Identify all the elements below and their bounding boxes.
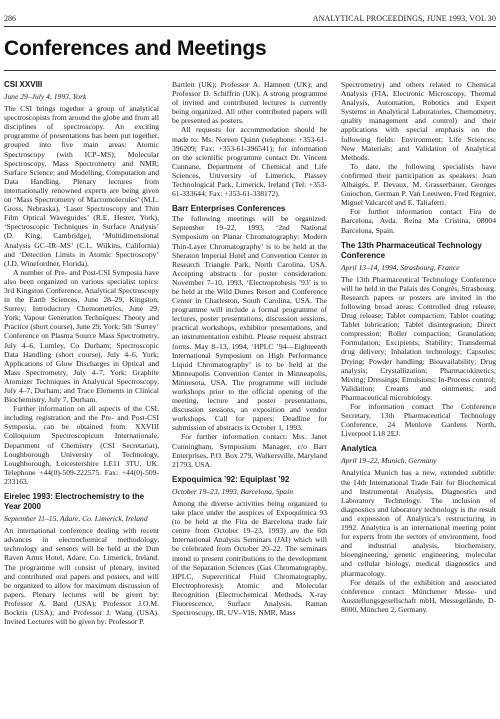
- paragraph: Bartlett (UK); Professor A. Hamnett (UK); and Professor D. Schiffrin (UK). A strong programme of invited and contributed lectures is currently being organized. All other contributed papers will be presented as posters.: [172, 80, 327, 126]
- section-date-expoquimica: October 19–23, 1993, Barcelona, Spain: [172, 486, 293, 496]
- running-header: [4, 14, 496, 26]
- article-columns: [4, 80, 496, 712]
- section-heading-eirelec: Eirelec 1993: Electrochemistry to the Year 2000: [4, 492, 145, 512]
- paragraph: A number of Pre- and Post-CSI Symposia have also been organized on various specialist topics: 3rd Kingston Conference, Analytical Spectroscopy in the Earth Sciences, June 28–29, Kingston, Surrey; Introductory Chemometrics, June 29, York; Vapour Generation Techniques: Theory and Practice (short course), June 29, York; 5th ‘Surrey’ Conference on Plasma Source Mass Spectrometry, July 4–6, Lumley, Co Durham; Spectroscopic Data Handling (short course), July 4–6, York; Applications of Glow Discharges in Optical and Mass Spectrometry, July 4–7, York; Graphite Atomizer Techniques in Analytical Spectroscopy, July 4–7, Durham; and Trace Elements in Clinical Biochemistry, July 7, Durham.: [4, 267, 159, 405]
- header-rule: [4, 26, 496, 27]
- section-heading-analytica: Analytica: [341, 444, 377, 454]
- paragraph: Spectrometry) and others related to Chemical Analysis (FIA, Electronic Microscopy, Thermal Analysis, Automation, Robotics and Expert Systems in Analytical Laboratories, Chemometry, quality management and control) and their applications with special emphasis on the following fields: Environment; Life Sciences; New Materials; and Validation of Analytical Methods.: [341, 80, 496, 162]
- section-date-eirelec: September 11–15, Adare, Co. Limerick, Ireland: [4, 514, 148, 524]
- page-title: Conferences and Meetings: [4, 37, 267, 60]
- paragraph: For further information contact: Mrs. Janet Cunningham, Symposium Manager, c/o Barr Enterprises, P.O. Box 279, Walkersville, Maryland 21793, USA.: [172, 432, 327, 469]
- page-number: 286: [4, 14, 16, 23]
- section-heading-pharmaceutical: The 13th Pharmaceutical Technology Conference: [341, 240, 482, 260]
- paragraph: All requests for accommodation should be made to: Ms. Noreen Quinn (telephone: +353-61-396209; Fax: +353-61-396541); for information on the scientific programme contact Dr. Vincent Cunnane, Department of Chemical and Life Sciences, University of Limerick, Plassey Technological Park, Limerick, Ireland (Tel: +353-61-333644; Fax: +353-61-338172).: [172, 125, 327, 199]
- paragraph: Further information on all aspects of the CSI, including registration and the Pre- and Post-CSI Symposia, can be obtained from: XXVIII Colloquium Spectroscopicum Internationale, Department of Chemistry (CSI Secretariat), Loughborough University of Technology, Loughborough, Leicestershire LE11 3TU, UK. Telephone +44(0)-509-222575. Fax: +44(0)-509-233163.: [4, 404, 159, 486]
- section-date-pharmaceutical: April 13–14, 1994, Strasbourg, France: [341, 262, 460, 272]
- section-heading-expoquimica: Expoquimica ’92: Equiplast ’92: [172, 474, 290, 484]
- column-1: [4, 80, 159, 626]
- paragraph: For details of the exhibition and associated conference contact Münchener Messe- und Ausstellungsgesellschaft mbH, Messegelände, D-8000, München 2, Germany.: [341, 577, 496, 614]
- section-heading-barr: Barr Enterprises Conferences: [172, 204, 286, 214]
- section-date-csi: June 29–July 4, 1993, York: [4, 92, 87, 101]
- paragraph: The following meetings will be organized. September 19–22, 1993, ‘2nd National Symposium on Planar Chromatography: Modern Thin-Layer Chromatography’ is to be held at the Sheraton Imperial Hotel and Convention Center in Research Triangle Park, North Carolina, USA. Accepting abstracts for poster consideration. November 7–10, 1993, ‘Electroprobesis ’93’ is to be held at the Wild Dunes Resort and Conference Center in Charleston, South Carolina, USA. The programme will include a formal programme of lectures, poster presentations, discussion sessions, practical workshops, exhibitor presentations, and an instrumentation exhibit. Please request abstract forms. May 8–13, 1994, ‘HPLC ’94—Eighteenth International Symposium on High Performance Liquid Chromatography’ is to be held at the Minneapolis Convention Center in Minneapolis, Minnesota, USA. The programme will include workshops prior to the official opening of the meeting, lecture and poster presentations, discussion sessions, an exposition and vendor workshops. Call for papers: Deadline for submission of abstracts is October 1, 1993.: [172, 214, 327, 433]
- paragraph: An international conference dealing with recent advances in electrochemical methodology, technology and sensors will be held at the Dun Raven Arms Hotel, Adare, Co. Limerick, Ireland. The programme will consist of plenary, invited and contributed oral papers and posters, and will be organized to allow for maximum discussion of papers. Plenary lectures will be given by: Professor A. Bard (USA); Professor J.O.M. Bockris (USA); and Professor J. Wang (USA). Invited Lectures will be given by: Professor P.: [4, 526, 159, 627]
- section-heading-csi: CSI XXVIII: [4, 80, 43, 89]
- paragraph: For further information contact Fira de Barcelona, Avda. Reina Ma Cristina, 08004 Barcelona, Spain.: [341, 207, 496, 235]
- title-rule: [4, 70, 496, 71]
- paragraph: The 13th Pharmaceutical Technology Conference will be held in the Palais des Congrès, Strasbourg. Research papers or posters are invited in the following broad areas: Controlled drug release; Drug release; Tablet compaction; Tablet coating; Tablet lubrication; Tablet disintegration; Direct compression; Roller compaction; Granulation; Formulation; Excipients; Stability; Transdermal drug delivery; Inhalation technology; Capsules; Drying; Powder handling; Bioavailability; Drug analysis; Crystallization; Pharmacokinetics; Mixing; Dressings; Emulsions; In-Process control; Validation; Creams and ointments; and Pharmaceutical microbiology.: [341, 274, 496, 402]
- paragraph: For information contact The Conference Secretary, 13th Pharmaceutical Technology Conference, 24 Menlove Gardens North, Liverpool L18 2EJ.: [341, 402, 496, 439]
- paragraph: The CSI brings together a group of analytical spectroscopists from around the globe and from all disciplines of spectroscopy. An exciting programme of presentations has been put together, grouped into five main areas: Atomic Spectroscopy (with ICP–MS); Molecular Spectroscopy, Mass Spectrometry and NMR; Surface Science; and Modelling, Computation and Data Handling. Plenary lectures from internationally renowned experts are being given on ‘Mass Spectrometry of Macromolecules’ (M.L. Gross, Nebraska), ‘Laser Spectroscopy and Thin Film Optical Waveguides’ (R.E. Hester, York), ‘Spectroscopic Techniques in Surface Analysis’ (D. King, Cambridge), ‘Multidimensional Analysis GC–IR–MS’ (C.L. Wilkins, California) and ‘Detection Limits in Atomic Spectroscopy’ (J.D. Winefordner, Florida).: [4, 104, 159, 268]
- column-3: [341, 80, 496, 614]
- paragraph: To date, the following specialists have confirmed their participation as speakers: Joan Albaigés, P. Devaux, M. Grasserbauer, Georges Guiochon, German P. Van Leeuwen, Fred Regnier, Miguel Valcarcel and E. Taliaferri.: [341, 161, 496, 208]
- paragraph: Among the diverse activities being organized to take place under the auspices of Expoquimica 93 (to be held at the Fira de Barcelona trade fair centre from October 19–23, 1993) are the 6th International Analysis Seminars (JAI) which will be celebrated from October 20–22. The seminars intend to present contributions to the development of the Separation Sciences (Gas Chromatography, HPLC, Supercritical Fluid Chromatography, Electrophoresis); Atomic and Molecular Recognition (Electrochemical Methods, X-ray Fluorescence, Surface Analysis, Raman Spectroscopy, IR, UV–VIS, NMR, Mass: [172, 498, 327, 618]
- section-date-analytica: April 19–22, Munich, Germany: [341, 456, 437, 466]
- running-title: ANALYTICAL PROCEEDINGS, JUNE 1993, VOL 30: [312, 14, 496, 23]
- paragraph: Analytica Munich has a new, extended subtitle: the 14th International Trade Fair for Biochemical and Instrumental Analysis, Diagnostics and Laboratory Technology. The inclusion of diagnostics and laboratory technology is the result and expression of Analytica’s restructuring in 1992. Analytica is an international meeting point for experts from the sectors of environment, food and industrial analysis, biochemistry, bioengineering, genetic engineering, molecular and cellular biology, medical diagnostics and pharmacology.: [341, 468, 496, 578]
- column-2: [172, 80, 327, 617]
